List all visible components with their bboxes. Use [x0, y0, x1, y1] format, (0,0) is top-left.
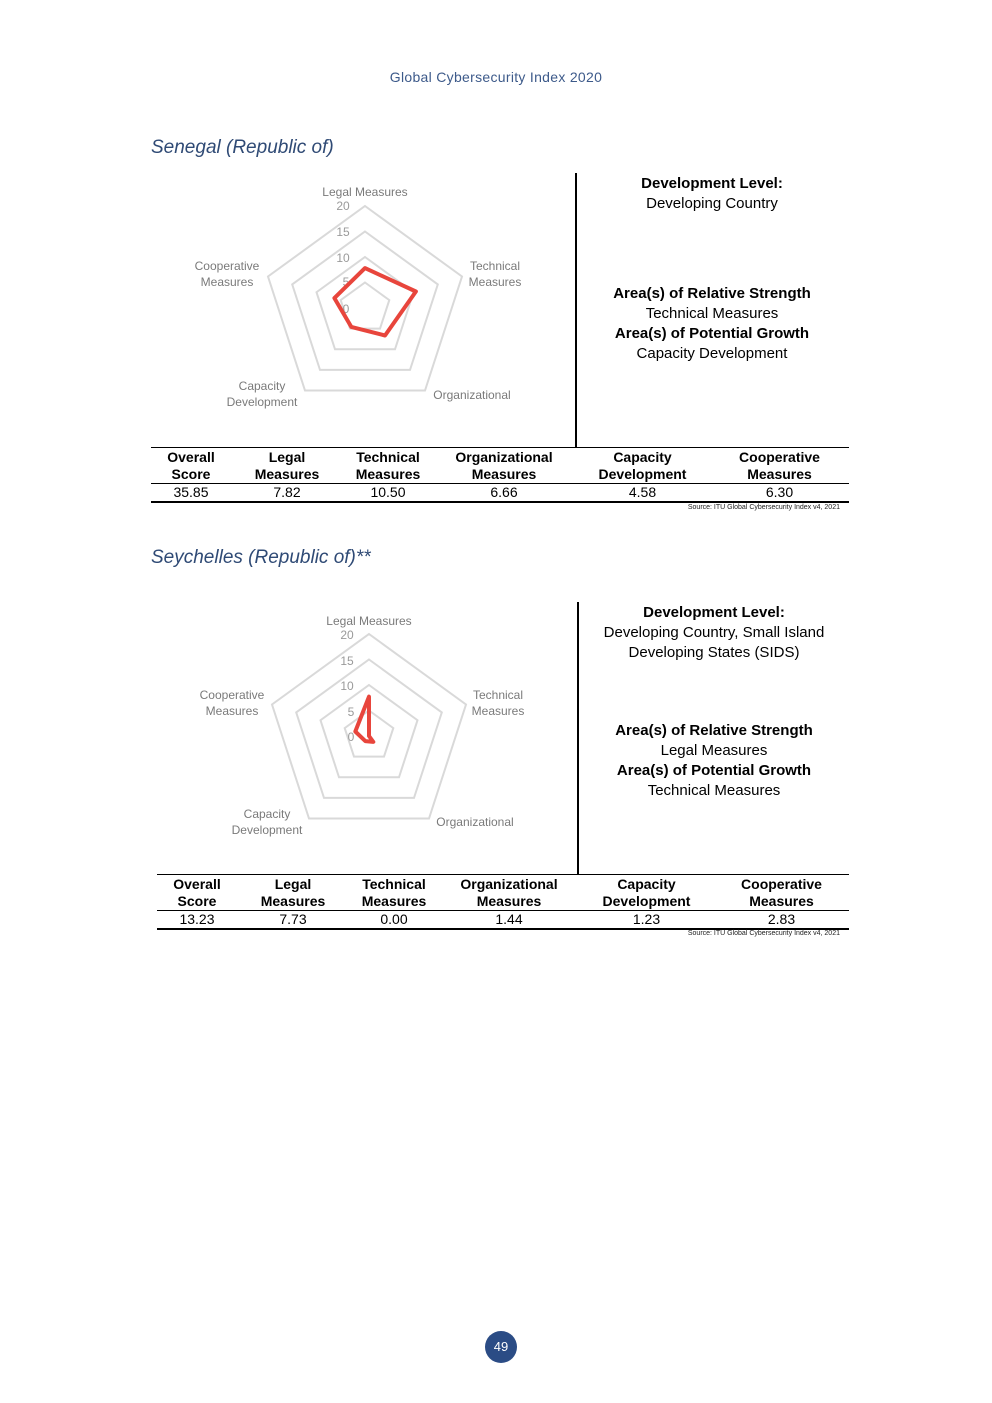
tick-label: 0 [347, 730, 355, 744]
table-header-row [157, 875, 849, 911]
value-legal-measures: 7.82 [231, 484, 343, 503]
axis-label-legal: Legal Measures [326, 614, 412, 628]
axis-label-technical: Measures [471, 704, 525, 718]
tick-label: 20 [340, 628, 354, 642]
axis-label-organizational: Organizational [433, 388, 511, 402]
score-table-senegal [151, 447, 849, 503]
value-overall-score: 35.85 [151, 484, 231, 503]
page-header-title: Global Cybersecurity Index 2020 [389, 69, 603, 85]
strength-label: Area(s) of Relative Strength [613, 285, 811, 302]
value-organizational-measures: 6.66 [433, 484, 575, 503]
tick-label: 15 [340, 654, 354, 668]
tick-label: 10 [336, 251, 350, 265]
development-level-value: Developing Country [646, 195, 778, 212]
strength-label: Area(s) of Relative Strength [615, 722, 813, 739]
axis-label-capacity: Capacity [243, 807, 291, 821]
value-legal-measures: 7.73 [237, 911, 349, 930]
growth-value: Technical Measures [647, 782, 781, 799]
score-table-seychelles [157, 874, 849, 930]
source-note: Source: ITU Global Cybersecurity Index v4, 2021 [687, 930, 840, 937]
strength-value: Technical Measures [645, 305, 779, 322]
axis-label-technical: Technical [472, 688, 524, 702]
growth-value: Capacity Development [636, 345, 788, 362]
axis-label-capacity: Development [231, 823, 303, 837]
tick-label: 5 [342, 275, 350, 289]
header-organizational-measures: Organizational Measures [439, 875, 579, 911]
radar-grid [268, 206, 462, 391]
tick-label: 0 [342, 302, 350, 316]
radar-series-polygon [355, 697, 373, 742]
axis-label-cooperative: Cooperative [194, 259, 260, 273]
source-note: Source: ITU Global Cybersecurity Index v4, 2021 [687, 504, 840, 511]
axis-label-technical: Measures [468, 275, 522, 289]
value-cooperative-measures: 6.30 [710, 484, 849, 503]
header-technical-measures: Technical Measures [343, 448, 433, 484]
header-cooperative-measures: Cooperative Measures [710, 448, 849, 484]
axis-label-technical: Technical [469, 259, 521, 273]
value-technical-measures: 10.50 [343, 484, 433, 503]
axis-label-capacity: Development [226, 395, 298, 409]
axis-label-legal: Legal Measures [322, 185, 408, 199]
development-level-label: Development Level: [643, 604, 785, 621]
header-legal-measures: Legal Measures [237, 875, 349, 911]
growth-label: Area(s) of Potential Growth [616, 762, 812, 779]
development-level-value: Developing States (SIDS) [628, 644, 800, 661]
header-organizational-measures: Organizational Measures [433, 448, 575, 484]
strength-value: Legal Measures [660, 742, 768, 759]
divider-line [575, 173, 577, 447]
growth-label: Area(s) of Potential Growth [614, 325, 810, 342]
tick-label: 5 [347, 705, 355, 719]
tick-label: 15 [336, 225, 350, 239]
header-legal-measures: Legal Measures [231, 448, 343, 484]
axis-label-organizational: Organizational [436, 815, 514, 829]
development-level-label: Development Level: [641, 175, 783, 192]
country-title-senegal: Senegal (Republic of) [151, 137, 334, 158]
country-info-seychelles [585, 603, 843, 801]
header-overall-score: Overall Score [151, 448, 231, 484]
radar-chart-seychelles [185, 610, 545, 850]
value-cooperative-measures: 2.83 [714, 911, 849, 930]
value-technical-measures: 0.00 [349, 911, 439, 930]
value-capacity-development: 1.23 [579, 911, 714, 930]
development-level-value: Developing Country, Small Island [603, 624, 825, 641]
axis-label-cooperative: Measures [205, 704, 259, 718]
header-overall-score: Overall Score [157, 875, 237, 911]
header-technical-measures: Technical Measures [349, 875, 439, 911]
header-cooperative-measures: Cooperative Measures [714, 875, 849, 911]
table-header-row [151, 448, 849, 484]
header-capacity-development: Capacity Development [579, 875, 714, 911]
value-capacity-development: 4.58 [575, 484, 710, 503]
country-title-seychelles: Seychelles (Republic of)** [151, 547, 371, 568]
table-row [157, 911, 849, 930]
divider-line [577, 602, 579, 874]
value-overall-score: 13.23 [157, 911, 237, 930]
tick-label: 10 [340, 679, 354, 693]
country-info-senegal [583, 174, 841, 364]
axis-label-cooperative: Cooperative [199, 688, 265, 702]
table-row [151, 484, 849, 503]
header-capacity-development: Capacity Development [575, 448, 710, 484]
tick-label: 20 [336, 199, 350, 213]
value-organizational-measures: 1.44 [439, 911, 579, 930]
radar-chart-senegal [180, 180, 540, 420]
page-number-badge: 49 [485, 1331, 517, 1363]
axis-label-capacity: Capacity [238, 379, 286, 393]
axis-label-cooperative: Measures [200, 275, 254, 289]
